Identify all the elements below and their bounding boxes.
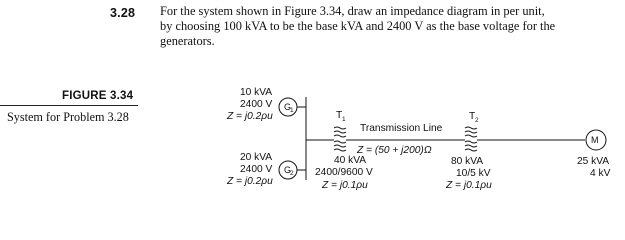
motor — [586, 130, 606, 150]
generator-g1-letter: G — [284, 102, 292, 112]
g1-rating-voltage: 2400 V — [240, 99, 273, 110]
transformer-t1-letter: T — [336, 110, 343, 121]
t2-impedance: Z = j0.1ρu — [446, 180, 492, 191]
generator-g2-letter: G — [284, 165, 292, 175]
g2-rating-voltage: 2400 V — [240, 164, 273, 175]
g2-rating-kva: 20 kVA — [240, 152, 273, 163]
generator-g1-subscript: 1 — [290, 107, 294, 114]
motor-rating-voltage: 4 kV — [590, 168, 611, 179]
transmission-line-impedance: Z = (50 + j200)Ω — [357, 145, 432, 156]
g1-impedance: Z = j0.2ρu — [227, 111, 273, 122]
problem-statement: For the system shown in Figure 3.34, draw an impedance diagram in per unit, by choosing 100 kVA to be the base kVA and 2400 V as the base voltage for the generators. — [160, 4, 556, 48]
transformer-t2-primary-coil — [465, 127, 477, 137]
figure-label: FIGURE 3.34 — [62, 90, 134, 102]
g1-rating-kva: 10 kVA — [240, 87, 273, 98]
t2-rating-kva: 80 kVA — [451, 156, 484, 167]
generator-g2 — [279, 161, 297, 179]
t1-rating-voltage: 2400/9600 V — [315, 167, 373, 178]
figure-caption: System for Problem 3.28 — [7, 110, 129, 124]
t2-rating-voltage: 10/5 kV — [456, 168, 491, 179]
motor-letter: M — [591, 135, 599, 145]
t1-impedance: Z = j0.1ρu — [322, 180, 368, 191]
g2-impedance: Z = j0.2ρu — [227, 176, 273, 187]
problem-number: 3.28 — [110, 6, 136, 20]
transmission-line-label: Transmission Line — [360, 123, 443, 134]
generator-g2-subscript: 2 — [290, 170, 294, 177]
transformer-t1-primary-coil — [334, 127, 346, 137]
motor-rating-kva: 25 kVA — [577, 156, 610, 167]
transformer-t1 — [334, 110, 346, 151]
transformer-t2-secondary-coil — [465, 141, 477, 151]
transformer-t2-subscript: 2 — [475, 117, 479, 124]
transformer-t1-subscript: 1 — [342, 116, 346, 123]
t1-rating-kva: 40 kVA — [334, 155, 367, 166]
transformer-t2-letter: T — [469, 111, 476, 122]
generator-g1 — [279, 98, 297, 116]
transformer-t2 — [465, 111, 479, 151]
transformer-t1-secondary-coil — [334, 141, 346, 151]
